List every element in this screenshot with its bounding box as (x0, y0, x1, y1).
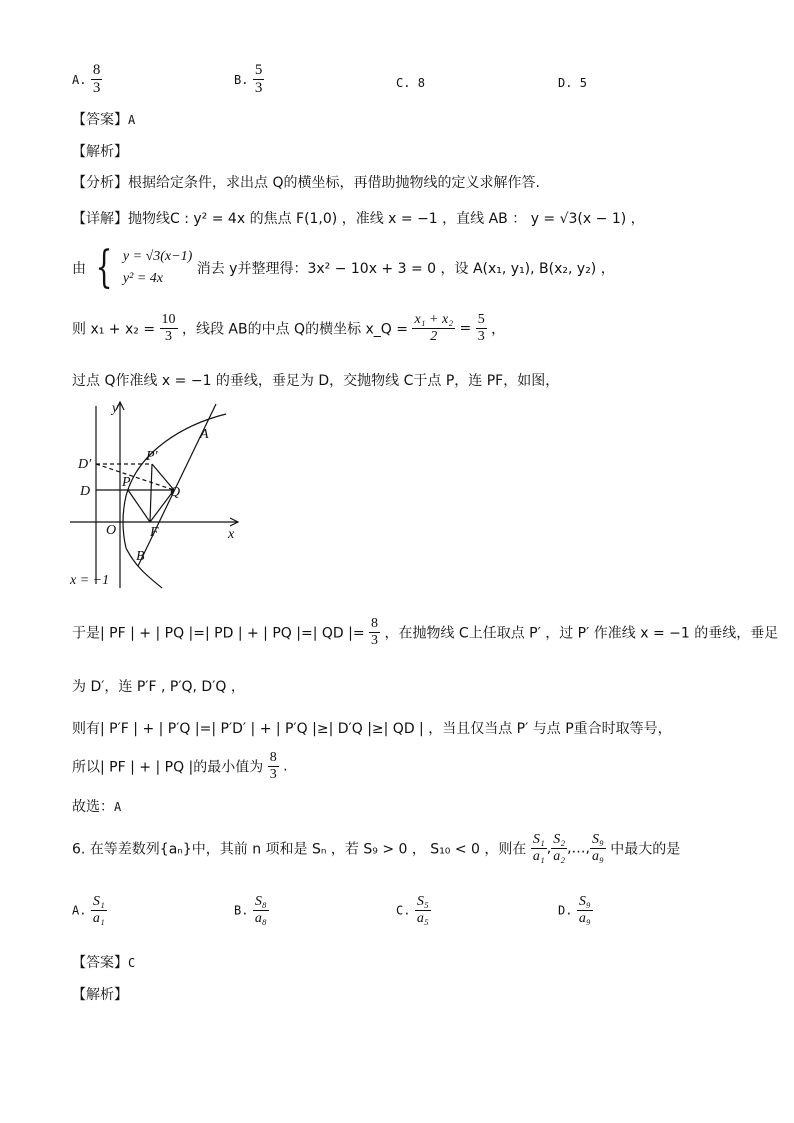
q5-analysis-label: 【解析】 (72, 144, 128, 160)
q5-choice: 故选：A (72, 799, 122, 815)
q5-system-line: 由 { y = √3(x−1) y² = 4x 消去 y并整理得：3x² − 10x + 3 = 0 ，设 A(x₁, y₁), B(x₂, y₂) ， (72, 242, 615, 293)
q6-answer: 【答案】C (72, 955, 136, 971)
label-d: D (80, 484, 91, 499)
option-fraction: $\frac{5}{3}$ (254, 62, 263, 97)
q6-option-b: B. $\frac{\text{S₈}}{\text{a₈}}$ (234, 894, 267, 927)
q6-analysis-label: 【解析】 (72, 987, 128, 1003)
q5-line4: 过点 Q作准线 x = −1 的垂线，垂足为 D，交抛物线 C于点 P，连 PF，如图， (72, 373, 560, 389)
q5-line8: 所以| PF | + | PQ |的最小值为 $\frac{8}{3}$ . (72, 750, 288, 783)
label-a: A (200, 427, 209, 442)
q5-option-c: C. 8 (396, 76, 425, 90)
left-brace: { (96, 242, 113, 293)
option-fraction: $\frac{8}{3}$ (92, 62, 101, 97)
q6-option-c: C. $\frac{\text{S₅}}{\text{a₅}}$ (396, 894, 429, 927)
option-letter: B. (234, 72, 249, 87)
q5-line3: 则 x₁ + x₂ = $\frac{10}{3}$ ，线段 AB的中点 Q的横坐标 x_Q = $\frac{\text{x₁ + x₂}}{2}$ = $\frac{5}{3}$ ， (72, 312, 506, 345)
parabola-figure (66, 398, 250, 594)
q5-line7: 则有| P′F | + | P′Q |=| P′D′ | + | P′Q |≥| D′Q |≥| QD | ，当且仅当点 P′ 与点 P重合时取等号， (72, 721, 672, 737)
segment-pf (128, 490, 150, 522)
q5-xiangjie-line1: 【详解】抛物线C : y² = 4x 的焦点 F(1,0) ，准线 x = −1 ，直线 AB ： y = √3(x − 1) ， (72, 211, 645, 227)
segment-pprime-f (150, 464, 152, 522)
label-directrix: x = −1 (70, 573, 110, 588)
label-x: x (228, 527, 235, 542)
q5-fenxi: 【分析】根据给定条件，求出点 Q的横坐标，再借助抛物线的定义求解作答. (72, 175, 540, 191)
label-p-prime: P′ (146, 449, 158, 464)
option-letter: A. (72, 72, 87, 87)
q5-option-a (72, 62, 102, 98)
q6-stem: 6. 在等差数列{aₙ}中，其前 n 项和是 Sₙ ，若 S₉ > 0 ， S₁₀ < 0 ，则在 $\frac{\text{S₁}}{\text{a₁}}$ , $\frac{\text{S₂}}{\text{a₂}}$ ,…, $\frac{\text{S₉}}{\text{a₉}}$ 中最大的是 (72, 832, 681, 865)
equation-system: y = √3(x−1) y² = 4x (122, 249, 193, 286)
label-q: Q (170, 485, 181, 500)
label-o: O (106, 523, 117, 538)
q6-option-a: A. $\frac{\text{S₁}}{\text{a₁}}$ (72, 894, 105, 927)
label-d-prime: D′ (78, 457, 92, 472)
q5-option-b (234, 62, 264, 98)
label-b: B (136, 549, 145, 564)
q5-answer: 【答案】A (72, 112, 136, 128)
label-f: F (150, 525, 159, 540)
q6-option-d: D. $\frac{\text{S₉}}{\text{a₉}}$ (558, 894, 591, 927)
label-p: P (122, 475, 131, 490)
q5-line5: 于是| PF | + | PQ |=| PD | + | PQ |=| QD |= $\frac{8}{3}$ ，在抛物线 C上任取点 P′ ，过 P′ 作准线 x = −1 的垂线，垂足 (72, 616, 779, 649)
q5-option-d: D. 5 (558, 76, 587, 90)
label-y: y (112, 401, 119, 416)
q5-line6: 为 D′，连 P′F , P′Q, D′Q ， (72, 679, 245, 695)
